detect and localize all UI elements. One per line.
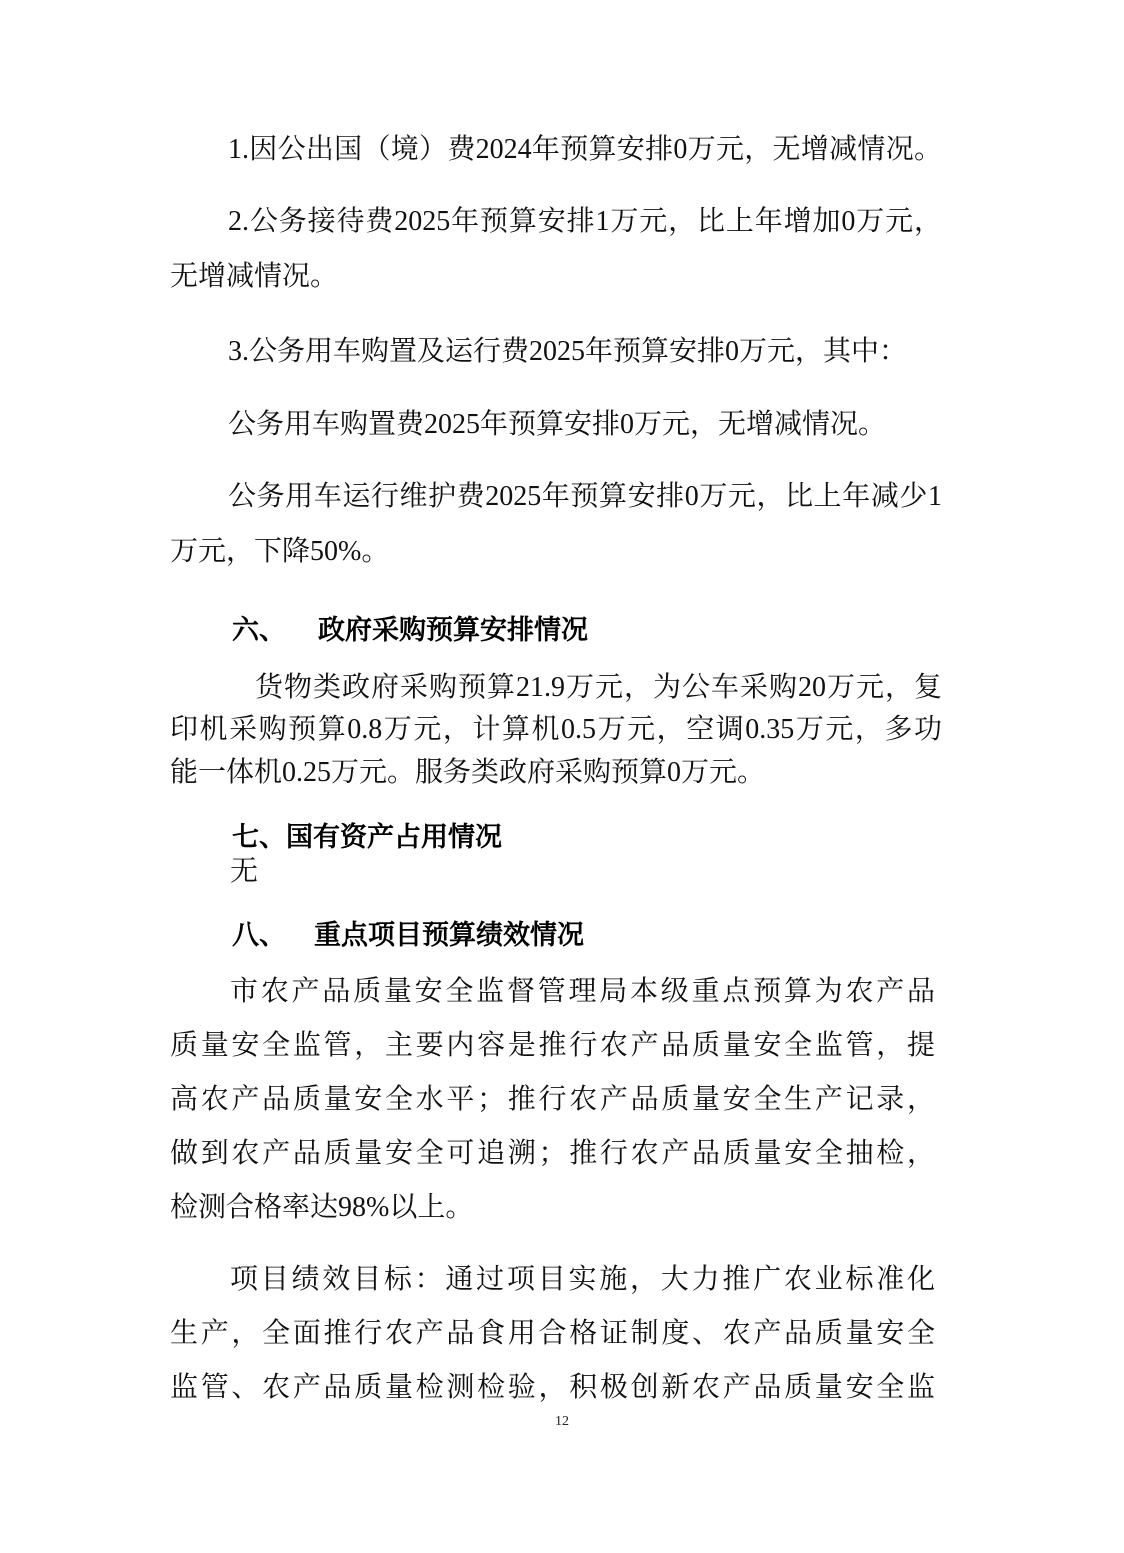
paragraph-line-key-project: 质量安全监管，主要内容是推行农产品质量安全监管，提 [170,1030,935,1061]
paragraph-line-key-project: 检测合格率达98%以上。 [170,1192,474,1223]
section-number: 八、 [232,920,286,950]
section-heading-assets [232,817,502,857]
section-heading-performance [232,915,584,955]
paragraph-line-vehicle-purchase: 公务用车购置费2025年预算安排0万元，无增减情况。 [228,409,887,440]
paragraph-line-vehicle-maintenance: 万元，下降50%。 [170,536,390,567]
paragraph-line-assets: 无 [230,856,259,887]
paragraph-line-reception-expense: 2.公务接待费2025年预算安排1万元，比上年增加0万元， [228,206,942,237]
section-title: 政府采购预算安排情况 [318,615,588,645]
paragraph-line-vehicle-expense: 3.公务用车购置及运行费2025年预算安排0万元，其中： [228,336,908,367]
paragraph-line-reception-expense: 无增减情况。 [170,261,339,292]
paragraph-line-procurement: 能一体机0.25万元。服务类政府采购预算0万元。 [170,757,766,788]
page-number: 12 [555,1414,569,1429]
paragraph-line-key-project: 高农产品质量安全水平；推行农产品质量安全生产记录， [170,1084,935,1115]
section-number: 七、 [232,822,286,852]
section-title: 国有资产占用情况 [286,822,502,852]
paragraph-line-key-project: 市农产品质量安全监督管理局本级重点预算为农产品 [230,976,935,1007]
section-title: 重点项目预算绩效情况 [314,920,584,950]
paragraph-line-procurement: 印机采购预算0.8万元，计算机0.5万元，空调0.35万元，多功 [170,714,942,745]
paragraph-line-procurement: 货物类政府采购预算21.9万元，为公车采购20万元，复 [255,672,942,703]
section-number: 六、 [232,615,286,645]
paragraph-line-key-project: 做到农产品质量安全可追溯；推行农产品质量安全抽检， [170,1138,935,1169]
paragraph-line-overseas-expense: 1.因公出国（境）费2024年预算安排0万元，无增减情况。 [228,134,942,165]
paragraph-line-performance-goal: 监管、农产品质量检测检验，积极创新农产品质量安全监 [170,1372,935,1403]
paragraph-line-performance-goal: 项目绩效目标：通过项目实施，大力推广农业标准化 [230,1264,935,1295]
section-heading-procurement [232,610,588,650]
paragraph-line-vehicle-maintenance: 公务用车运行维护费2025年预算安排0万元，比上年减少1 [228,481,942,512]
paragraph-line-performance-goal: 生产，全面推行农产品食用合格证制度、农产品质量安全 [170,1318,935,1349]
